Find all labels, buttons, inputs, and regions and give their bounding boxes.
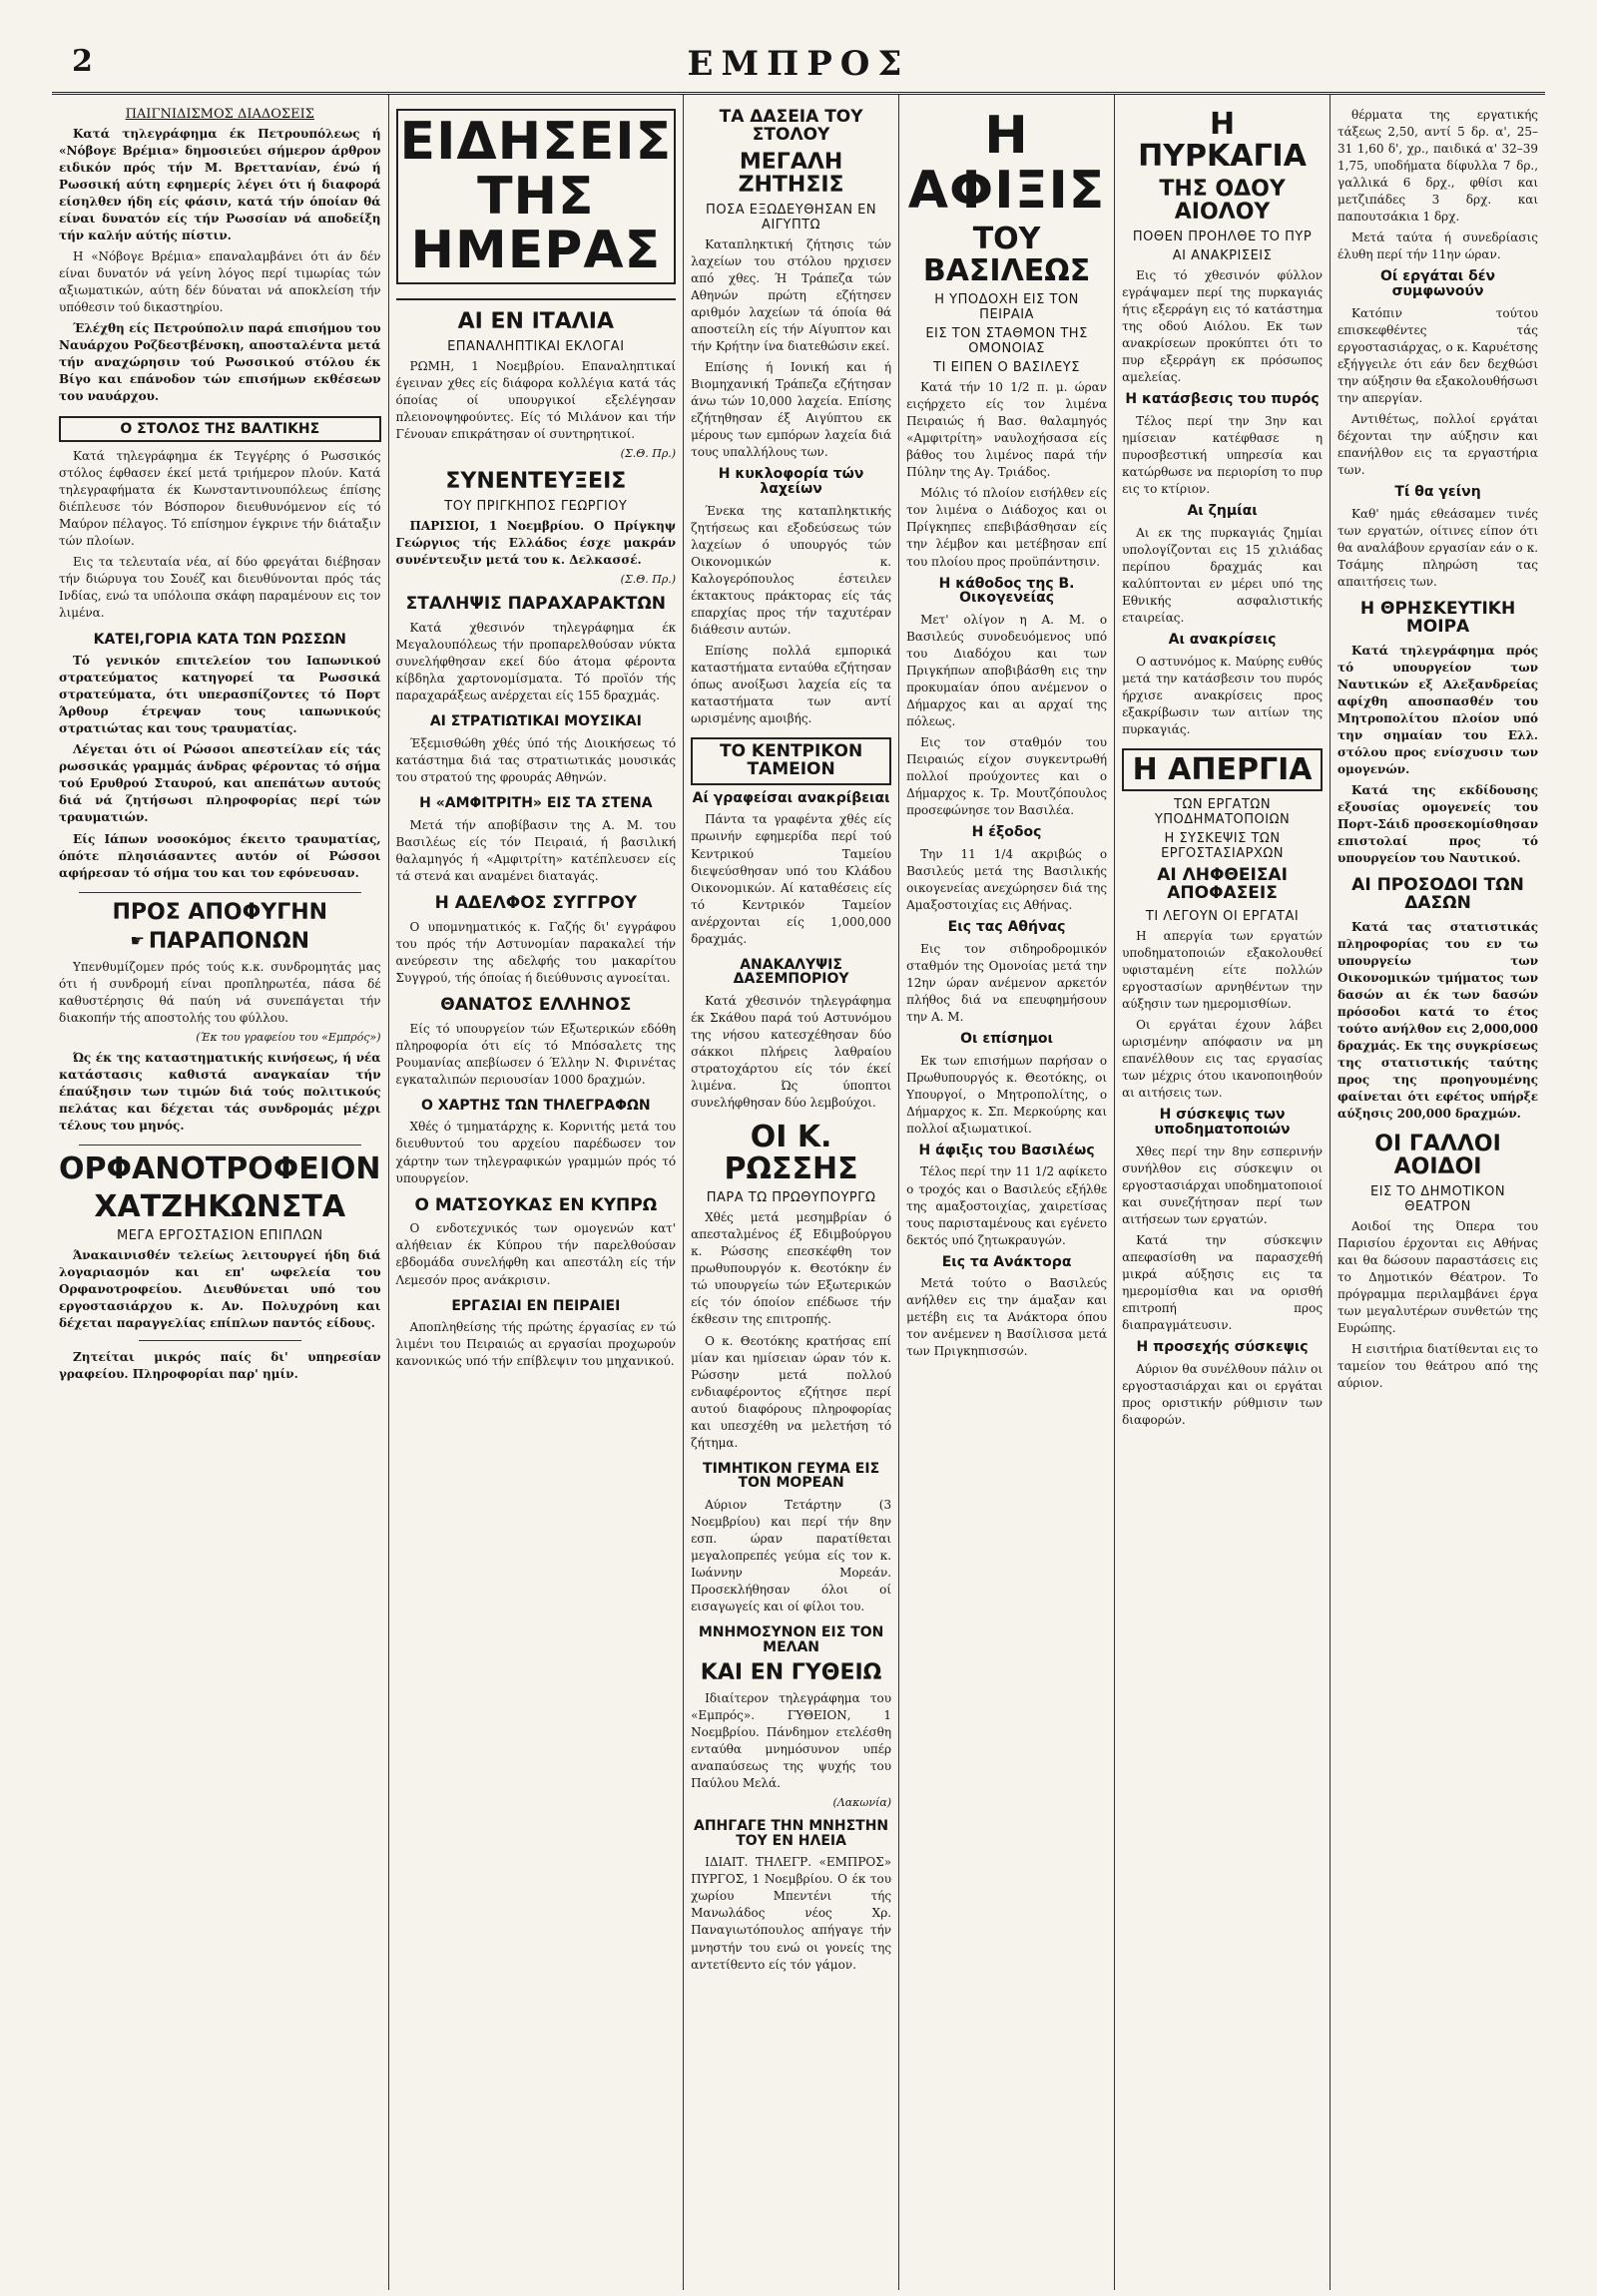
article-headline: ΤΟΥ ΒΑΣΙΛΕΩΣ (922, 222, 1091, 288)
article-paragraph: Μόλις τό πλοίον εισήλθεν είς τον λιμένα ο Διάδοχος και οι Πρίγκηπες επεβιβάσθησαν είς την λέμβον και μετέβησαν επί του πλοίου προς προϋπάντησιν. (906, 486, 1108, 569)
divider (79, 1145, 361, 1146)
article-subheadline: ΤΙ ΕΙΠΕΝ Ο ΒΑΣΙΛΕΥΣ (933, 360, 1080, 376)
article-paragraph: Την 11 1/4 ακριβώς ο Βασιλεύς μετά της Βασιλικής οικογενείας ανεχώρησεν διά της Αμαξοστοιχίας εις Αθήνας. (906, 846, 1108, 913)
column-4 (899, 95, 1115, 2290)
article-byline: (Έκ του γραφείου του «Εμπρός») (196, 1030, 381, 1044)
article-diplomatic (59, 107, 381, 406)
article-subheadline: ΤΟΥ ΠΡΙΓΚΗΠΟΣ ΓΕΩΡΓΙΟΥ (444, 499, 628, 515)
article-military-bands (396, 714, 677, 786)
article-byline: (Σ.Θ. Πρ.) (620, 573, 677, 587)
divider (139, 1340, 301, 1341)
article-paragraph: Τό γενικόν επιτελείον του Ιαπωνικού στρατεύματος κατηγορεί τα Ρωσσικά στρατεύματα, ότι υπερασπίζοντες τό Πορτ Άρθουρ έτρεψαν τους ιαπωνικούς στρατιώτας και τους τραυματίας. (59, 654, 381, 736)
article-headline: Η ΑΔΕΛΦΟΣ ΣΥΓΓΡΟΥ (434, 892, 638, 913)
article-abduction-ilia (691, 1819, 891, 1974)
article-paragraph: Κατά τηλεγράφημα πρός τό υπουργείον των Ναυτικών εξ Αλεξανδρείας αφίχθη αποσπασθέν του Μητροπολίτου πλοίον υπό την σημαίαν του Ελλ. στόλου προς ενίσχυσιν των ομογενών. (1337, 643, 1539, 776)
article-french-singers (1337, 1133, 1538, 1393)
article-headline: Η ΑΦΙΞΙΣ (907, 106, 1106, 221)
article-headline-text: ΠΑΡΑΠΟΝΩΝ (148, 928, 310, 954)
article-paragraph: Άνακαινισθέν τελείως λειτουργεί ήδη διά λογαριασμόν και επ' ωφελεία του Ορφανοτροφείου. Διευθύνεται υπό του εργοστασιάρχου κ. Αν. Πολυχρόνη και δέχεται παραγγελίας επίπλων παντός είδους. (59, 1248, 381, 1331)
article-syngros-sister (395, 892, 677, 987)
article-paragraph: Ο κ. Θεοτόκης κρατήσας επί μίαν και ημίσειαν ώραν τόν κ. Ρώσσην μετά πολλού ενδιαφέροντος εζήτησε περί αυτού διαφόρους πληροφορίας και υπεσχέθη να μελετήση τό ζήτημα. (691, 1333, 892, 1450)
columns (52, 95, 1545, 2290)
article-paragraph: Κατά τήν 10 1/2 π. μ. ώραν ειςήρχετο είς τον λιμένα Πειραιώς ή Βασ. θαλαμηγός «Αμφιτρίτη» ναυλοχήσασα είς βάθος του λιμένος παρά τήν Πύλην της Αγ. Τριάδος. (906, 380, 1108, 480)
article-byline: (Λακωνία) (832, 1795, 892, 1809)
article-paragraph: Υπενθυμίζομεν πρός τούς κ.κ. συνδρομητάς μας ότι ή συνδρομή είναι προπληρωτέα, πάσα δέ καθυστέρησις θά παύη νά συνεπάγεται τήν διακοπήν τής αποστολής του φύλλου. (59, 959, 381, 1025)
article-paragraph: Η εισιτήρια διατίθενται εις το ταμείον του θεάτρου από της αύριον. (1337, 1342, 1539, 1391)
article-fleet-lottery (691, 109, 891, 727)
article-paragraph: Είς τό υπουργείον τών Εξωτερικών εδόθη πληροφορία ότι είς τό Μπόσαλετς της Ρουμανίας απεβίωσεν ό Έλλην Ν. Φιρινέτας εγκαταλιπών περιουσίαν 1000 δραχμών. (395, 1021, 677, 1087)
article-telegraph-map (396, 1099, 677, 1187)
article-headline: Ο ΜΑΤΣΟΥΚΑΣ ΕΝ ΚΥΠΡΩ (414, 1194, 658, 1215)
article-paragraph: Εις τα τελευταία νέα, αί δύο φρεγάται διέβησαν τήν διώρυγα του Σουέζ και διευθύνονται πρός τάς Ινδίας, ενώ τα υπόλοιπα σκάφη παραμένουν εις τον λιμένα. (59, 555, 381, 621)
article-headline: Οι επίσημοι (960, 1030, 1053, 1047)
article-paragraph: θέρματα της εργατικής τάξεως 2,50, αντί 5 δρ. α', 25–31 1,60 δ', χρ., παιδικά α' 32–39 1,75, υποδήματα δίφυλλα 7 δρ., γαλλικά 6 δρχ., φθίσι και μετζιπάδες 3 δρχ. και παπουτσάκια 1 δρχ. (1337, 108, 1539, 225)
article-accusation (59, 633, 381, 882)
article-headline: ΚΑΙ ΕΝ ΓΥΘΕΙΩ (700, 1659, 882, 1685)
article-fire-aiolou (1122, 109, 1323, 738)
article-headline: ΧΑΤΖΗΚΩΝΣΤΑ (94, 1188, 346, 1224)
article-paragraph: Κατά τηλεγράφημα έκ Τεγγέρης ό Ρωσσικός στόλος έφθασεν έκεί μετά τριήμερον πλούν. Κατά τηλεγραφήματα έκ Κωνσταντινουπόλεως έπίσης διέπλευσε τόν Βόσπορον διευθυνόμενον είς τό Μαύρον πέλαγος. Τό επίσημον έγκρινε τήν διάταξιν τών πλοίων. (59, 449, 381, 549)
article-headline: Αί γραφείσαι ανακρίβειαι (692, 789, 890, 806)
column-2 (389, 95, 685, 2290)
article-kicker: ΠΑΙΓΝΙΔΙΣΜΟΣ ΔΙΑΔΟΣΕΙΣ (125, 107, 314, 122)
article-headline: ΣΤΑΛΗΨΙΣ ΠΑΡΑΧΑΡΑΚΤΩΝ (405, 594, 667, 615)
article-headline: Η κάθοδος της Β. Οικογενείας (938, 575, 1075, 607)
article-headline: Η κυκλοφορία τών λαχείων (718, 466, 864, 497)
article-paragraph: Αποπληθείσης τής πρώτης έργασίας εν τώ λιμένι του Πειραιώς αι εργασίαι προχωρούν κανονικώς υπό τήν επίβλεψιν του μηχανικού. (395, 1320, 677, 1369)
article-paragraph: Εις τον σταθμόν του Πειραιώς είχον συγκεντρωθή πολλοί προύχοντες και ο Δήμαρχος κ. Τρ. Μουτζόπουλος προσεφώνησε τον Βασιλέα. (906, 735, 1108, 818)
article-strike (1122, 748, 1323, 1429)
article-headline: ΤΗΣ ΟΔΟΥ ΑΙΟΛΟΥ (1159, 177, 1286, 226)
article-paragraph: Έξεμισθώθη χθές ύπό τής Διοικήσεως τό κατάστημα διά τας στρατιωτικάς μουσικάς του στρατού της φρουράς Αθηνών. (395, 735, 677, 784)
article-paragraph: Κατόπιν τούτου επισκεφθέντες τάς εργοστασιάρχας, ο κ. Καρυέτσης εξήγγειλε ότι εάν δεν δεχθώσι την αύξησιν θα εξακολουθήσωσι την απεργίαν. (1337, 305, 1539, 405)
article-king-arrival (906, 106, 1108, 1360)
article-honor-dinner (691, 1462, 891, 1616)
article-subheadline: ΕΙΣ ΤΟ ΔΗΜΟΤΙΚΟΝ ΘΕΑΤΡΟΝ (1370, 1184, 1506, 1215)
article-headline: ΑΙ ΠΡΟΣΟΔΟΙ ΤΩΝ ΔΑΣΩΝ (1351, 874, 1524, 913)
article-paragraph: Ώς έκ της καταστηματικής κινήσεως, ή νέα κατάστασις καθιστά αναγκαίαν τήν έπαύξησιν των τιμών διά τούς πολιτικούς πελάτας και δέχεται τάς συνδρομάς μέχρι τέλους του μηνός. (59, 1050, 381, 1134)
article-subheadline: Η ΥΠΟΔΟΧΗ ΕΙΣ ΤΟΝ ΠΕΙΡΑΙΑ (934, 292, 1079, 323)
article-paragraph: Χθές μετά μεσημβρίαν ό απεσταλμένος έξ Εδιμβούργου κ. Ρώσσης επεσκέφθη τον πρωθυπουργόν κ. Θεοτόκην έν τώ υπουργείω τών Εξωτερικών είς τόν όποίον επέδωσε τήν έκθεσιν της επιτροπής. (691, 1210, 892, 1327)
article-subheadline: ΠΟΘΕΝ ΠΡΟΗΛΘΕ ΤΟ ΠΥΡ (1132, 230, 1313, 245)
article-central-treasury (691, 737, 891, 948)
article-matsoukas-cyprus (395, 1194, 677, 1289)
article-italy-elections (396, 310, 677, 460)
article-paragraph: Ιδιαίτερον τηλεγράφημα του «Εμπρός». ΓΥΘΕΙΟΝ, 1 Νοεμβρίου. Πάνδημον ετελέσθη ενταύθα μνημόσυνον υπέρ αναπαύσεως της ψυχής του Παύλου Μελά. (691, 1690, 892, 1790)
article-paragraph: Κατά χθεσινόν τηλεγράφημα έκ Μεγαλουπόλεως τήν προπαρελθούσαν νύκτα συνελήφθησαν εκεί δύο άτομα φέροντα κίβδηλα χαρτονομίσματα. Τό προϊόν τής παραχαράξεως ανέρχεται είς 155 δραχμάς. (395, 621, 677, 703)
article-paragraph: Ζητείται μικρός παίς δι' υπηρεσίαν γραφείου. Πληροφορίαι παρ' ημίν. (59, 1350, 381, 1382)
article-subheadline: ΕΙΣ ΤΟΝ ΣΤΑΘΜΟΝ ΤΗΣ ΟΜΟΝΟΙΑΣ (925, 326, 1088, 357)
masthead (52, 0, 1545, 95)
article-subheadline: ΕΠΑΝΑΛΗΠΤΙΚΑΙ ΕΚΛΟΓΑΙ (447, 338, 625, 354)
article-paragraph: Έλέχθη είς Πετρούπολιν παρά επισήμου του Ναυάρχου Ροζδεστβένσκη, αποσταλέντα μετά τήν αναχώρησιν τού Ρωσσικού στόλου έκ Βίγο και επάνοδον τών επισήμων εκθέσεων του ναυάρχου. (59, 321, 381, 404)
article-paragraph: Εκ των επισήμων παρήσαν ο Πρωθυπουργός κ. Θεοτόκης, οι Υπουργοί, ο Μητροπολίτης, ο Δήμαρχος κ. Σπ. Μερκούρης και πολλοί αξιωματικοί. (906, 1053, 1108, 1136)
article-paragraph: ΙΔΙΑΙΤ. ΤΗΛΕΓΡ. «ΕΜΠΡΟΣ» ΠΥΡΓΟΣ, 1 Νοεμβρίου. Ο έκ του χωρίου Μπεντένι τής Μανωλάδος νέος Χρ. Παναγιωτόπουλος απήγαγε τήν μνηστήν του ενώ οι γονείς της αντετίθεντο είς τόν γάμον. (691, 1855, 892, 1972)
article-paragraph: Μετά τούτο ο Βασιλεύς ανήλθεν εις την άμαξαν και μετέβη εις τα Ανάκτορα όπου τον ανέμενεν η Βασίλισσα μετά των Πριγκηπισσών. (906, 1276, 1108, 1359)
newspaper-title: ΕΜΠΡΟΣ (687, 44, 910, 84)
article-paragraph: Κατά τας στατιστικάς πληροφορίας του εν τω υπουργείω των Οικονομικών τμήματος των δασών αι έκ των δασών πρόσοδοι κατά το έτος τούτο ανήλθον εις 2,000,000 δραχμάς. Εκ της συγκρίσεως της στατιστικής ταύτης προς της προηγουμένης φαίνεται ότι εφέτος υπήρξε αύξησις 200,000 δραχμών. (1337, 919, 1539, 1121)
article-strike-continued (1337, 107, 1538, 591)
article-paragraph: Αντιθέτως, πολλοί εργάται δέχονται την αύξησιν και επανήλθον εις τα εργαστήρια των. (1337, 411, 1539, 477)
article-headline: Η προσεχής σύσκεψις (1136, 1339, 1309, 1356)
article-headline: ΜΝΗΜΟΣΥΝΟΝ ΕΙΣ ΤΟΝ ΜΕΛΑΝ (698, 1624, 884, 1655)
article-piraeus-works (396, 1299, 677, 1371)
article-paragraph: Χθες περί την 8ην εσπερινήν συνήλθον εις σύσκεψιν οι εργοστασιάρχαι υποδηματοποιοί και συνεζήτησαν περί των αιτήσεων των εργατών. (1122, 1144, 1324, 1226)
article-headline: ΤΙΜΗΤΙΚΟΝ ΓΕΥΜΑ ΕΙΣ ΤΟΝ ΜΟΡΕΑΝ (703, 1460, 880, 1492)
article-baltic-fleet (59, 416, 381, 623)
article-paragraph: Τέλος περί την 3ην και ημίσειαν κατέφθασε η πυροσβεστική υπηρεσία και κατώρθωσε να περιορίση το πυρ εις το κτίριον. (1122, 414, 1324, 497)
article-headline: ΚΑΤΕΙ,ΓΟΡΙΑ ΚΑΤΑ ΤΩΝ ΡΩΣΣΩΝ (93, 631, 346, 648)
article-forest-revenue (1337, 874, 1539, 1123)
article-headline: ΠΡΟΣ ΑΠΟΦΥΓΗΝ (112, 899, 328, 925)
article-headline: Τί θα γείνη (1394, 483, 1481, 500)
article-headline: ΤΑ ΔΑΣΕΙΑ ΤΟΥ ΣΤΟΛΟΥ (719, 107, 863, 145)
article-headline: Αι ανακρίσεις (1168, 632, 1277, 649)
article-paragraph: Ο αστυνόμος κ. Μαύρης ευθύς μετά την κατάσβεσιν του πυρός ήρχισε ανακρίσεις προς εξακρίβωσιν των αιτίων της πυρκαγιάς. (1122, 654, 1324, 736)
article-paragraph: Τέλος περί την 11 1/2 αφίκετο ο τροχός και ο Βασιλεύς εξήλθε της αμαξοστοιχίας, χαιρετίσας τους παρισταμένους και εγένετο δεκτός υπό ζητωκραυγών. (906, 1164, 1108, 1247)
article-paragraph: Μετά ταύτα ή συνεδρίασις έλυθη περί τήν 11ην ώραν. (1337, 230, 1539, 262)
article-paragraph: Οι εργάται έχουν λάβει ωρισμένην απόφασιν να μη επανέλθουν εις τας εργασίας των μέχρις ότου ικανοποιηθούν αι αιτήσεις των. (1122, 1018, 1324, 1101)
article-headline: Εις τα Ανάκτορα (941, 1253, 1072, 1270)
article-headline: ΟΙ ΓΑΛΛΟΙ ΑΟΙΔΟΙ (1374, 1131, 1501, 1180)
article-subheadline: ΤΙ ΛΕΓΟΥΝ ΟΙ ΕΡΓΑΤΑΙ (1145, 909, 1300, 925)
article-paragraph: Η απεργία των εργατών υποδηματοποιών εξακολουθεί υφισταμένη είτε πολλών εργοστασίων αρνηθέντων την αύξησιν των ημερομισθίων. (1122, 929, 1324, 1012)
article-paragraph: ΡΩΜΗ, 1 Νοεμβρίου. Επαναληπτικαί έγειναν χθες είς διάφορα κολλέγια κατά τάς όποίας οί υπουργικοί εξελέγησαν πλειονοψηφούντες. Είς τό Μιλάνον και τήν Γένουαν επικράτησαν οί συντηρητικοί. (395, 358, 677, 441)
page-number: 2 (72, 44, 93, 79)
article-headline: Η ΘΡΗΣΚΕΥΤΙΚΗ ΜΟΙΡΑ (1359, 598, 1516, 637)
article-headline: ΑΠΗΓΑΓΕ ΤΗΝ ΜΝΗΣΤΗΝ ΤΟΥ ΕΝ ΗΛΕΙΑ (694, 1817, 889, 1849)
article-paragraph: Ο ενδοτεχνικός των ομογενών κατ' αλήθειαν έκ Κύπρου τήν παρελθούσαν εβδομάδα συνελήφθη και απεστάλη είς τήν Λεμεσόν προς ανάκρισιν. (395, 1221, 677, 1287)
article-paragraph: Ο υπομνηματικός κ. Γαζής δι' εγγράφου του πρός τήν Αστυνομίαν παρακαλεί τήν ανεύρεσιν της αδελφής του μακαρίτου Συγγρού, τής όποίας ή διεύθυνσις αγνοείται. (395, 919, 677, 985)
article-paragraph: Εις τό χθεσινόν φύλλον εγράψαμεν περί της πυρκαγιάς ήτις εξερράγη εις τό κατάστημα της οδού Αιόλου. Εκ των ανακρίσεων προκύπτει ότι το πυρ εξερράγη εκ πρόσωπος αμελείας. (1122, 268, 1324, 385)
article-paragraph: Ένεκα της καταπληκτικής ζητήσεως και εξοδεύσεως τών λαχείων ό υπουργός τών Οικονομικών κ. Καλογερόπουλος έστειλεν έκτακτους πράκτορας είς τάς επαρχίας προς τήν ταχυτέραν διάθεσιν αυτών. (691, 503, 892, 637)
article-headline: ΤΟ ΚΕΝΤΡΙΚΟΝ ΤΑΜΕΙΟΝ (691, 737, 891, 785)
article-paragraph: Αύριον θα συνέλθουν πάλιν οι εργοστασιάρχαι και οι εργάται προς οριστικήν ρύθμισιν των διαφορών. (1122, 1361, 1324, 1427)
section-news-of-the-day (396, 109, 677, 300)
article-paragraph: Κατά τηλεγράφημα έκ Πετρουπόλεως ή «Νόβογε Βρέμια» δημοσιεύει σήμερον άρθρον ειδικόν πρός τήν Μ. Βρεττανίαν, ένώ ή Ρωσσική αύτη εφημερίς λέγει ότι ή διαφορά είσηλθεν ήδη είς φάσιν, κατά τήν όποίαν θά είναι δυνατόν είς τήν Ρωσσίαν νά αποδείξη τήν καλήν αύτής πίστιν. (59, 127, 381, 243)
article-subheadline: Η ΣΥΣΚΕΨΙΣ ΤΩΝ ΕΡΓΟΣΤΑΣΙΑΡΧΩΝ (1161, 831, 1285, 862)
article-paragraph: Αύριον Τετάρτην (3 Νοεμβρίου) και περί τήν 8ην εσπ. ώραν παρατίθεται μεγαλοπρεπές γεύμα είς τον κ. Ιωάννην Μορεάν. Προσεκλήθησαν όλοι οί εισαγωγείς και οί φίλοι του. (691, 1498, 892, 1614)
article-paragraph: Λέγεται ότι οί Ρώσσοι απεστείλαν είς τάς ρωσσικάς γραμμάς άνδρας φέροντας τό σήμα τού Ερυθρού Σταυρού, και απεπάτων αυτούς διά νά ζητήσωσι πληροφορίας περί τών τραυματιών. (59, 742, 381, 825)
article-rossis (691, 1122, 891, 1451)
article-paragraph: Επίσης ή Ιονική και ή Βιομηχανική Τράπεζα εζήτησαν άνω τών 10,000 λαχεία. Επίσης εζήτηθησαν έξ Αιγύπτου εκ μέρους των εμπόρων λαχεία διά τους υπαλλήλους των. (691, 360, 892, 460)
article-headline: Η ΑΠΕΡΓΙΑ (1122, 748, 1323, 792)
section-headline: ΕΙΔΗΣΕΙΣ ΤΗΣ ΗΜΕΡΑΣ (396, 109, 677, 284)
article-paragraph: Αι εκ της πυρκαγιάς ζημίαι υπολογίζονται εις 15 χιλιάδας περίπου δραχμάς και καλύπτονται εν μέρει υπό της Εθνικής ασφαλιστικής εταιρείας. (1122, 525, 1324, 626)
article-headline: Αι ζημίαι (1187, 503, 1258, 520)
article-religious-fate (1337, 598, 1539, 867)
article-headline: Η άφιξις του Βασιλέως (918, 1142, 1095, 1158)
article-paragraph: Πάντα τα γραφέντα χθές είς πρωινήν εφημερίδα περί τού Κεντρικού Ταμείου διεψεύσθησαν υπό του Κλάδου Οικονομικών. Αί καταθέσεις είς τό Κεντρικόν Ταμείον ανέρχονται είς 1,000,000 δραχμάς. (691, 812, 892, 946)
article-memorial-melas (691, 1625, 891, 1809)
article-subheadline: ΤΩΝ ΕΡΓΑΤΩΝ ΥΠΟΔΗΜΑΤΟΠΟΙΩΝ (1154, 797, 1291, 828)
article-paragraph: Καθ' ημάς εθεάσαμεν τινές των εργατών, οίτινες είπον ότι θα αναλάβουν εργασίαν εάν ο κ. Τσάμης πληρώση τας απαιτήσεις των. (1337, 506, 1539, 589)
article-headline: ΑΝΑΚΑΛΥΨΙΣ ΔΑΣΕΜΠΟΡΙΟΥ (733, 956, 849, 988)
article-headline (59, 930, 381, 953)
article-subheadline: ΜΕΓΑ ΕΡΓΟΣΤΑΣΙΟΝ ΕΠΙΠΛΩΝ (116, 1228, 323, 1244)
article-headline: ΟΡΦΑΝΟΤΡΟΦΕΙΟΝ (59, 1151, 381, 1187)
article-headline: ΕΡΓΑΣΙΑΙ ΕΝ ΠΕΙΡΑΙΕΙ (451, 1297, 621, 1314)
article-subheadline: ΠΑΡΑ ΤΩ ΠΡΩΘΥΠΟΥΡΓΩ (706, 1190, 876, 1206)
article-headline: ΘΑΝΑΤΟΣ ΕΛΛΗΝΟΣ (440, 994, 632, 1015)
article-death-of-greek (395, 994, 677, 1089)
article-paragraph: Καταπληκτική ζήτησις τών λαχείων του στόλου ηρχισεν από χθες. Ή Τράπεζα τών Αθηνών πρώτη εζήτησεν αριθμόν λαχείων τά όποία θά αποστείλη είς τήν Αίγυπτον και τήν Κρήτην ίνα διατεθώσιν εκεί. (691, 236, 892, 354)
article-headline: ΟΙ Κ. ΡΩΣΣΗΣ (724, 1120, 858, 1186)
article-paragraph: Κατά της εκδίδουσης εξουσίας ομογενείς του Πορτ-Σάιδ προσεκομίσθησαν επιστολαί προς τό υπουργείον του Ναυτικού. (1337, 782, 1539, 865)
article-headline: Εις τας Αθήνας (947, 919, 1066, 936)
divider (79, 892, 361, 893)
column-1 (52, 95, 389, 2290)
article-amphitrite (396, 796, 677, 885)
pointing-hand-icon: ☛ (130, 931, 145, 951)
article-headline: Η ΠΥΡΚΑΓΙΑ (1138, 107, 1307, 174)
article-paragraph: Κατά την σύσκεψιν απεφασίσθη να παρασχεθή μικρά αύξησις εις τα ημερομίσθια και να ορισθή επιτροπή προς διαπραγμάτευσιν. (1122, 1233, 1324, 1333)
article-byline: (Σ.Θ. Πρ.) (620, 447, 677, 461)
article-complaints (59, 901, 381, 1135)
column-6 (1331, 95, 1545, 2290)
article-paragraph: Χθές ό τμηματάρχης κ. Κορνιτής μετά του διευθυντού του αρχείου παρέδωσεν τον χάρτην των τηλεγραφικών γραμμών πρός τό υπουργείον. (395, 1120, 677, 1185)
article-prince-interview (396, 470, 677, 586)
article-paragraph: Μετά τήν αποβίβασιν της Α. Μ. του Βασιλέως είς τόν Πειραιά, ή βασιλική θαλαμηγός ή «Αμφιτρίτη» κατέπλευσεν είς τά στενά και αναμένει διαταγάς. (395, 817, 677, 883)
column-5 (1115, 95, 1331, 2290)
article-paragraph: Επίσης πολλά εμπορικά καταστήματα ενταύθα εζήτησαν όπως ανοίξωσι λαχεία είς τα καταστήματα των αντί ωρισμένης αμοιβής. (691, 643, 892, 726)
article-subheadline: ΠΟΣΑ ΕΞΩΔΕΥΘΗΣΑΝ ΕΝ ΑΙΓΥΠΤΩ (706, 202, 877, 232)
column-3 (684, 95, 899, 2290)
article-headline: Η κατάσβεσις του πυρός (1125, 391, 1320, 408)
article-headline: ΑΙ ΕΝ ΙΤΑΛΙΑ (457, 308, 615, 334)
article-subheadline: ΑΙ ΑΝΑΚΡΙΣΕΙΣ (1172, 248, 1273, 264)
article-counterfeiters (396, 596, 677, 704)
article-headline: ΣΥΝΕΝΤΕΥΞΕΙΣ (445, 469, 627, 495)
article-headline: Ο ΣΤΟΛΟΣ ΤΗΣ ΒΑΛΤΙΚΗΣ (59, 416, 381, 443)
article-paragraph: Αοιδοί της Όπερα του Παρισίου έρχονται εις Αθήνας και θα δώσουν παραστάσεις εις το Δημοτικόν Θέατρον. Το πρόγραμμα περιλαμβάνει έργα των μεγαλυτέρων συνθετών της Ευρώπης. (1337, 1219, 1539, 1336)
article-headline: Η έξοδος (971, 824, 1042, 841)
article-paragraph: Εις τον σιδηροδρομικόν σταθμόν της Ομονοίας μετά την 12ην ώραν ανέμενον αρκετόν πλήθος διά να επευφημήσουν την Α. Μ. (906, 941, 1108, 1024)
article-headline: Η σύσκεψις των υποδηματοποιών (1154, 1107, 1291, 1139)
article-headline: Ο ΧΑΡΤΗΣ ΤΩΝ ΤΗΛΕΓΡΑΦΩΝ (421, 1097, 651, 1114)
article-headline: Η «ΑΜΦΙΤΡΙΤΗ» ΕΙΣ ΤΑ ΣΤΕΝΑ (419, 795, 653, 811)
article-paragraph: Κατά χθεσινόν τηλεγράφημα έκ Σκάθου παρά τού Αστυνόμου της νήσου κατεσχέθησαν δύο σάκκοι πλήρεις λαθραίου στρατοχάρτου είς τόν έκεί λιμένα. Ώς ύποπτοι συνελήφθησαν δύο λεμβούχοι. (691, 994, 892, 1111)
article-smuggling (691, 958, 891, 1113)
article-paragraph: ΠΑΡΙΣΙΟΙ, 1 Νοεμβρίου. Ο Πρίγκηψ Γεώργιος τής Ελλάδος έσχε μακράν συνέντευξιν μετά του κ. Δελκασσέ. (395, 519, 677, 568)
article-paragraph: Η «Νόβογε Βρέμια» επαναλαμβάνει ότι άν δέν είναι δυνατόν νά γείνη λόγος περί τιμωρίας τών αξιωματικών, αύτη δέν δύναται νά αποκλείση τήν υπόθεσιν τού δικαστηρίου. (59, 249, 381, 315)
article-headline: ΑΙ ΣΤΡΑΤΙΩΤΙΚΑΙ ΜΟΥΣΙΚΑΙ (429, 713, 642, 730)
article-headline: ΜΕΓΑΛΗ ΖΗΤΗΣΙΣ (738, 149, 844, 198)
article-orphanage (59, 1153, 381, 1383)
article-paragraph: Μετ' ολίγον η Α. Μ. ο Βασιλεύς συνοδευόμενος υπό του Διαδόχου και των Πριγκήπων αποβιβάσθη εις την προκυμαίαν όπου ανέμενον ο Δήμαρχος και αι αρχαί της πόλεως. (906, 612, 1108, 729)
article-headline: ΑΙ ΛΗΦΘΕΙΣΑΙ ΑΠΟΦΑΣΕΙΣ (1157, 865, 1288, 904)
article-paragraph: Είς Ιάπων νοσοκόμος έκειτο τραυματίας, όπότε πλησιάσαντες αυτόν οί Ρώσσοι αφήρεσαν τό σήμα του και τον εφόνευσαν. (59, 831, 381, 880)
article-headline: Οί εργάται δέν συμφωνούν (1380, 268, 1496, 299)
